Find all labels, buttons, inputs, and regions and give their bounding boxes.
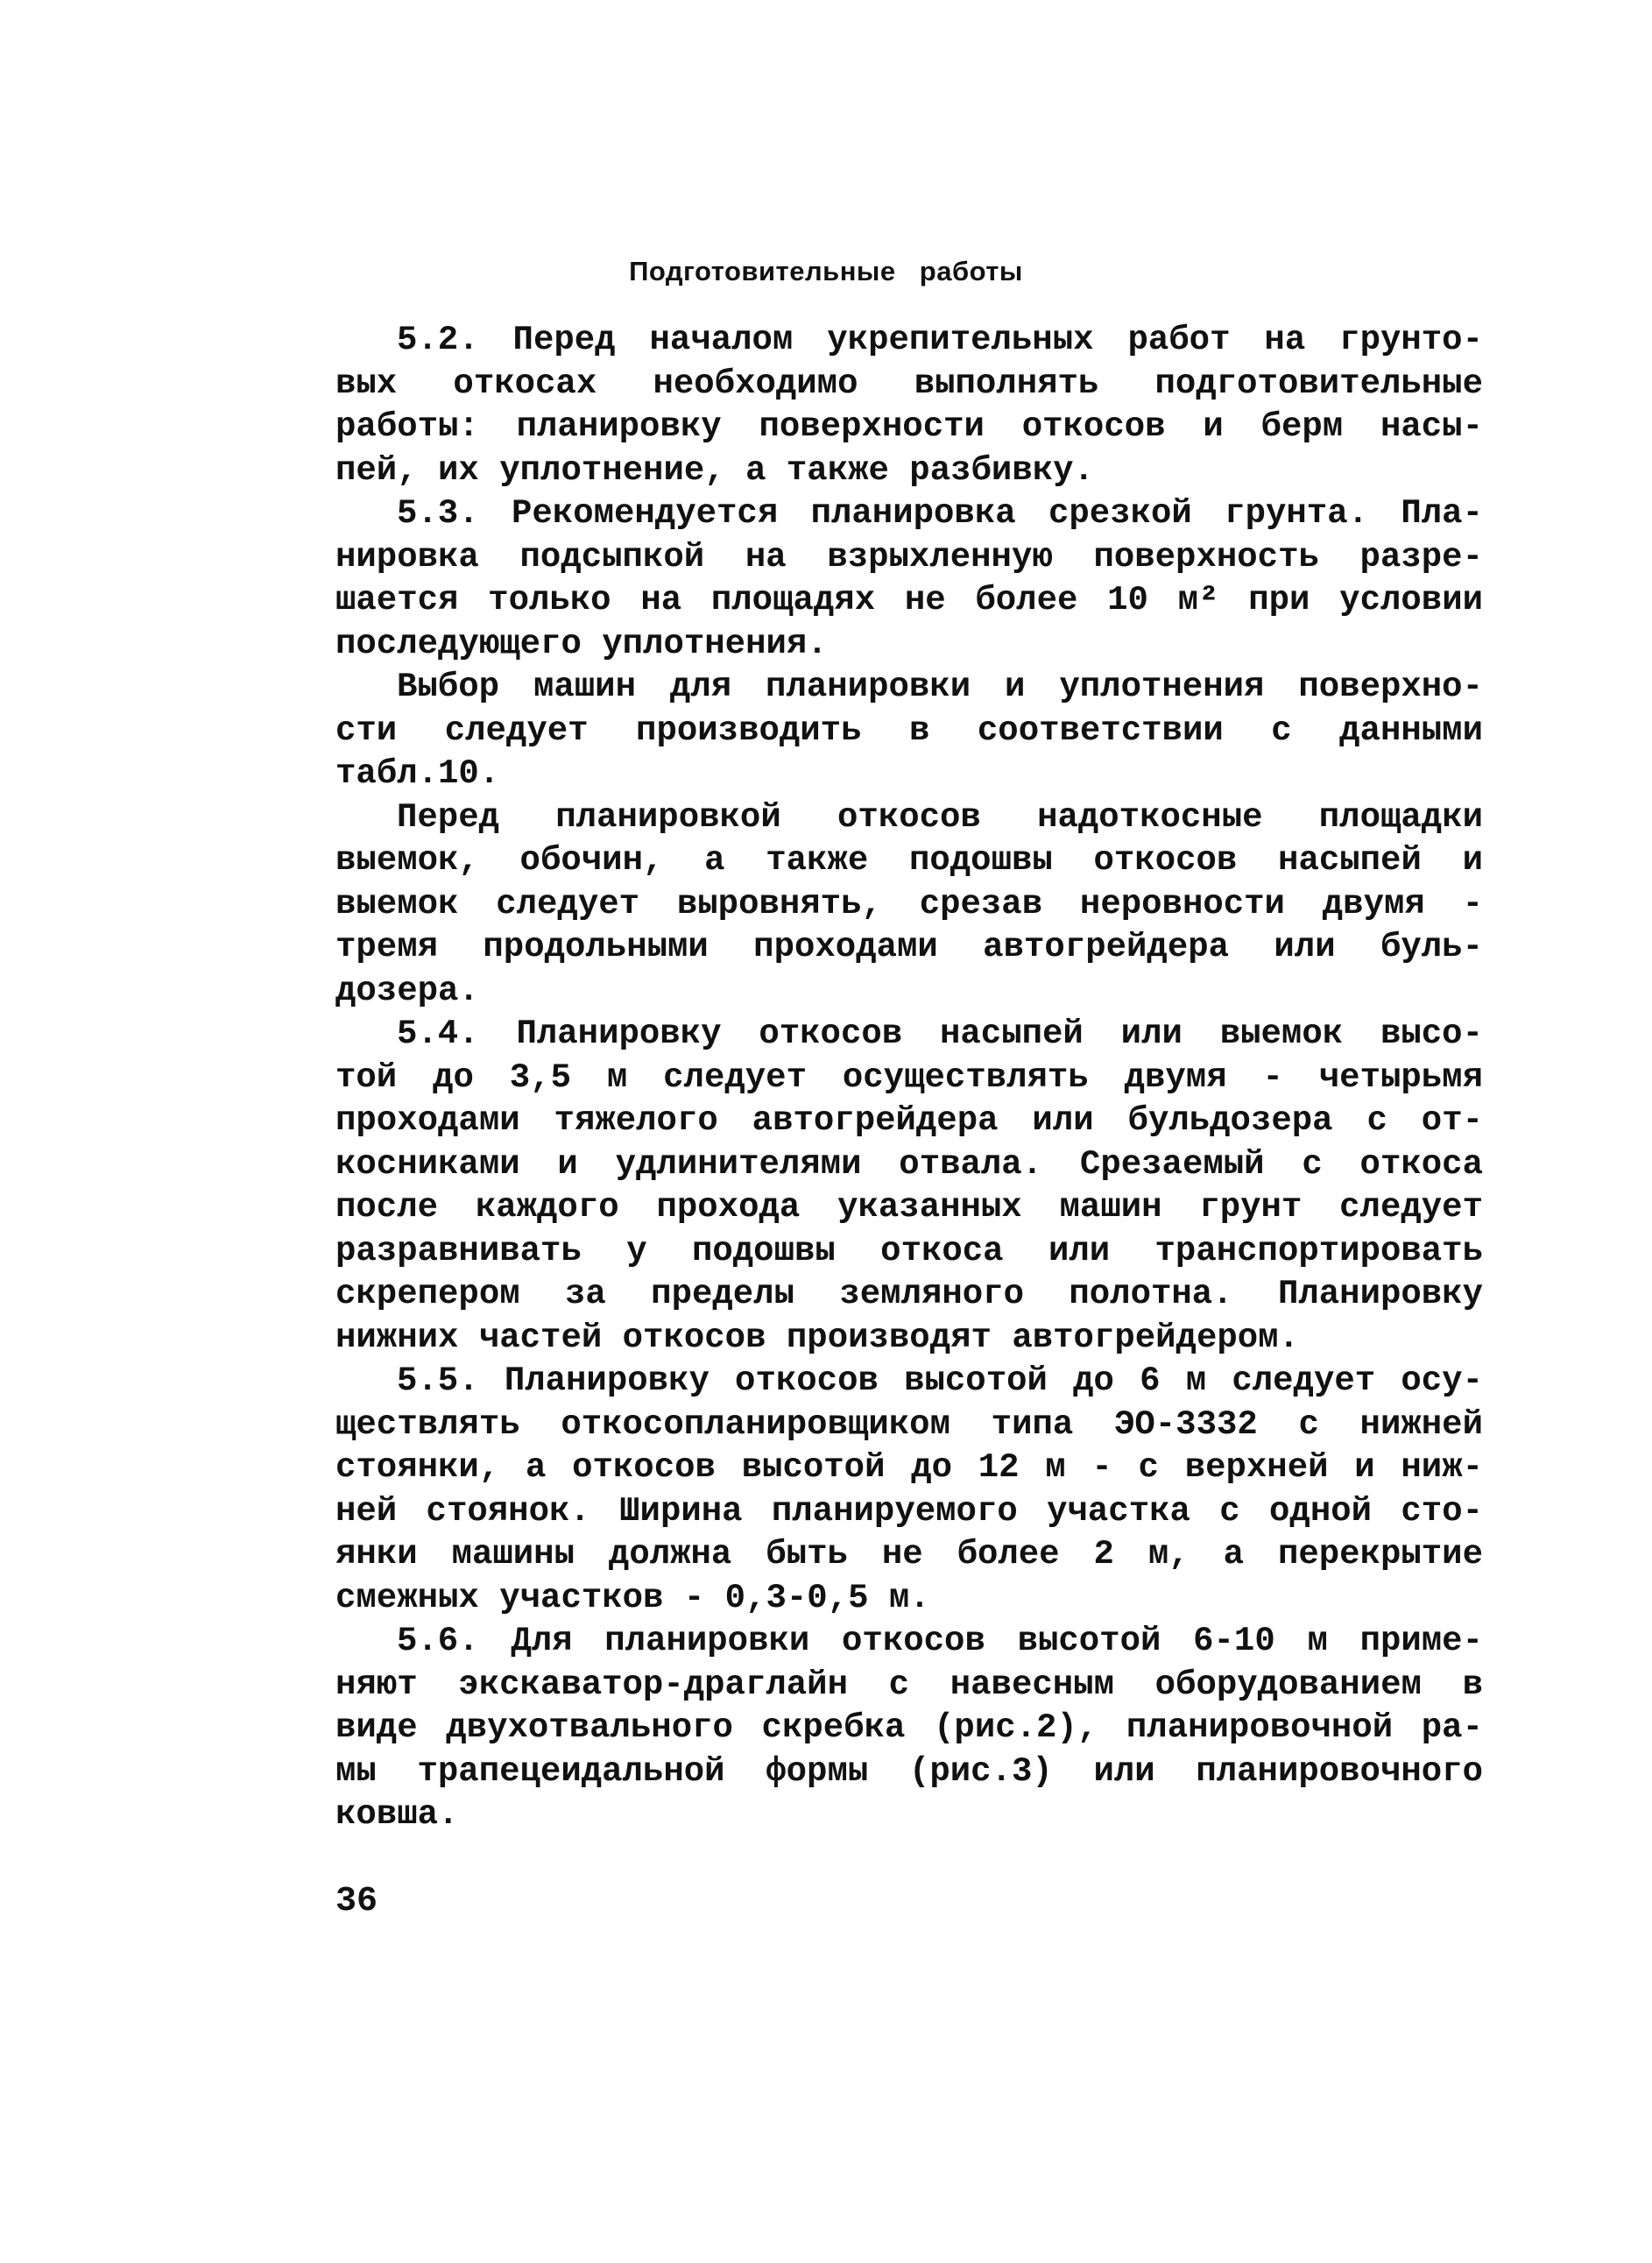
text-line: 5.2. Перед началом укрепительных работ на грунто- xyxy=(397,321,1483,359)
section-title: Подготовительные работы xyxy=(629,256,1023,286)
text-line: смежных участков - 0,3-0,5 м. xyxy=(335,1578,930,1617)
text-line: скрепером за пределы земляного полотна. Планировку xyxy=(335,1275,1483,1313)
text-line: тремя продольными проходами автогрейдера или буль- xyxy=(335,928,1483,966)
text-line: шается только на площадях не более 10 м² при условии xyxy=(335,581,1483,619)
text-line: 5.5. Планировку откосов высотой до 6 м следует осу- xyxy=(397,1361,1483,1400)
text-line: пей, их уплотнение, а также разбивку. xyxy=(335,450,1094,490)
text-line: стоянки, а откосов высотой до 12 м - с верхней и ниж- xyxy=(335,1448,1483,1487)
text-line: Выбор машин для планировки и уплотнения поверхно- xyxy=(397,668,1483,706)
text-line: последующего уплотнения. xyxy=(335,624,828,663)
page-number: 36 xyxy=(335,1882,378,1921)
text-line: ней стоянок. Ширина планируемого участка с одной сто- xyxy=(335,1491,1483,1531)
text-line: табл.10. xyxy=(335,754,500,793)
text-line: дозера. xyxy=(335,971,479,1010)
text-line: нижних частей откосов производят автогрейдером. xyxy=(335,1318,1299,1357)
text-line: выемок, обочин, а также подошвы откосов насыпей и xyxy=(335,841,1483,880)
paragraph xyxy=(335,319,1483,492)
text-line: виде двухотвального скребка (рис.2), планировочной ра- xyxy=(335,1708,1483,1747)
text-line: нировка подсыпкой на взрыхленную поверхность разре- xyxy=(335,537,1483,576)
text-line: выемок следует выровнять, срезав неровности двумя - xyxy=(335,884,1483,923)
text-line: вых откосах необходимо выполнять подготовительные xyxy=(335,364,1483,403)
paragraph xyxy=(335,492,1483,666)
text-line: Перед планировкой откосов надоткосные площадки xyxy=(397,797,1483,837)
text-line: сти следует производить в соответствии с данными xyxy=(335,711,1483,750)
paragraph xyxy=(335,1620,1483,1837)
paragraph xyxy=(335,1013,1483,1360)
body-text xyxy=(335,319,1483,1837)
text-line: мы трапецеидальной формы (рис.3) или планировочного xyxy=(335,1751,1483,1791)
text-line: 5.3. Рекомендуется планировка срезкой грунта. Пла- xyxy=(397,494,1483,533)
text-line: той до 3,5 м следует осуществлять двумя - четырьмя xyxy=(335,1057,1483,1097)
paragraph xyxy=(335,796,1483,1014)
text-line: работы: планировку поверхности откосов и берм насы- xyxy=(335,407,1483,446)
text-line: проходами тяжелого автогрейдера или бульдозера с от- xyxy=(335,1101,1483,1140)
text-line: после каждого прохода указанных машин грунт следует xyxy=(335,1188,1483,1227)
text-line: янки машины должна быть не более 2 м, а перекрытие xyxy=(335,1535,1483,1573)
text-line: косниками и удлинителями отвала. Срезаемый с откоса xyxy=(335,1144,1483,1184)
text-line: няют экскаватор-драглайн с навесным оборудованием в xyxy=(335,1665,1483,1704)
paragraph xyxy=(335,1360,1483,1620)
text-line: 5.6. Для планировки откосов высотой 6-10 м приме- xyxy=(397,1622,1483,1660)
text-line: 5.4. Планировку откосов насыпей или выемок высо- xyxy=(397,1015,1483,1053)
paragraph xyxy=(335,666,1483,796)
text-line: ковша. xyxy=(335,1795,459,1834)
text-line: ществлять откосопланировщиком типа ЭО-3332 с нижней xyxy=(335,1404,1483,1444)
text-line: разравнивать у подошвы откоса или транспортировать xyxy=(335,1231,1483,1270)
